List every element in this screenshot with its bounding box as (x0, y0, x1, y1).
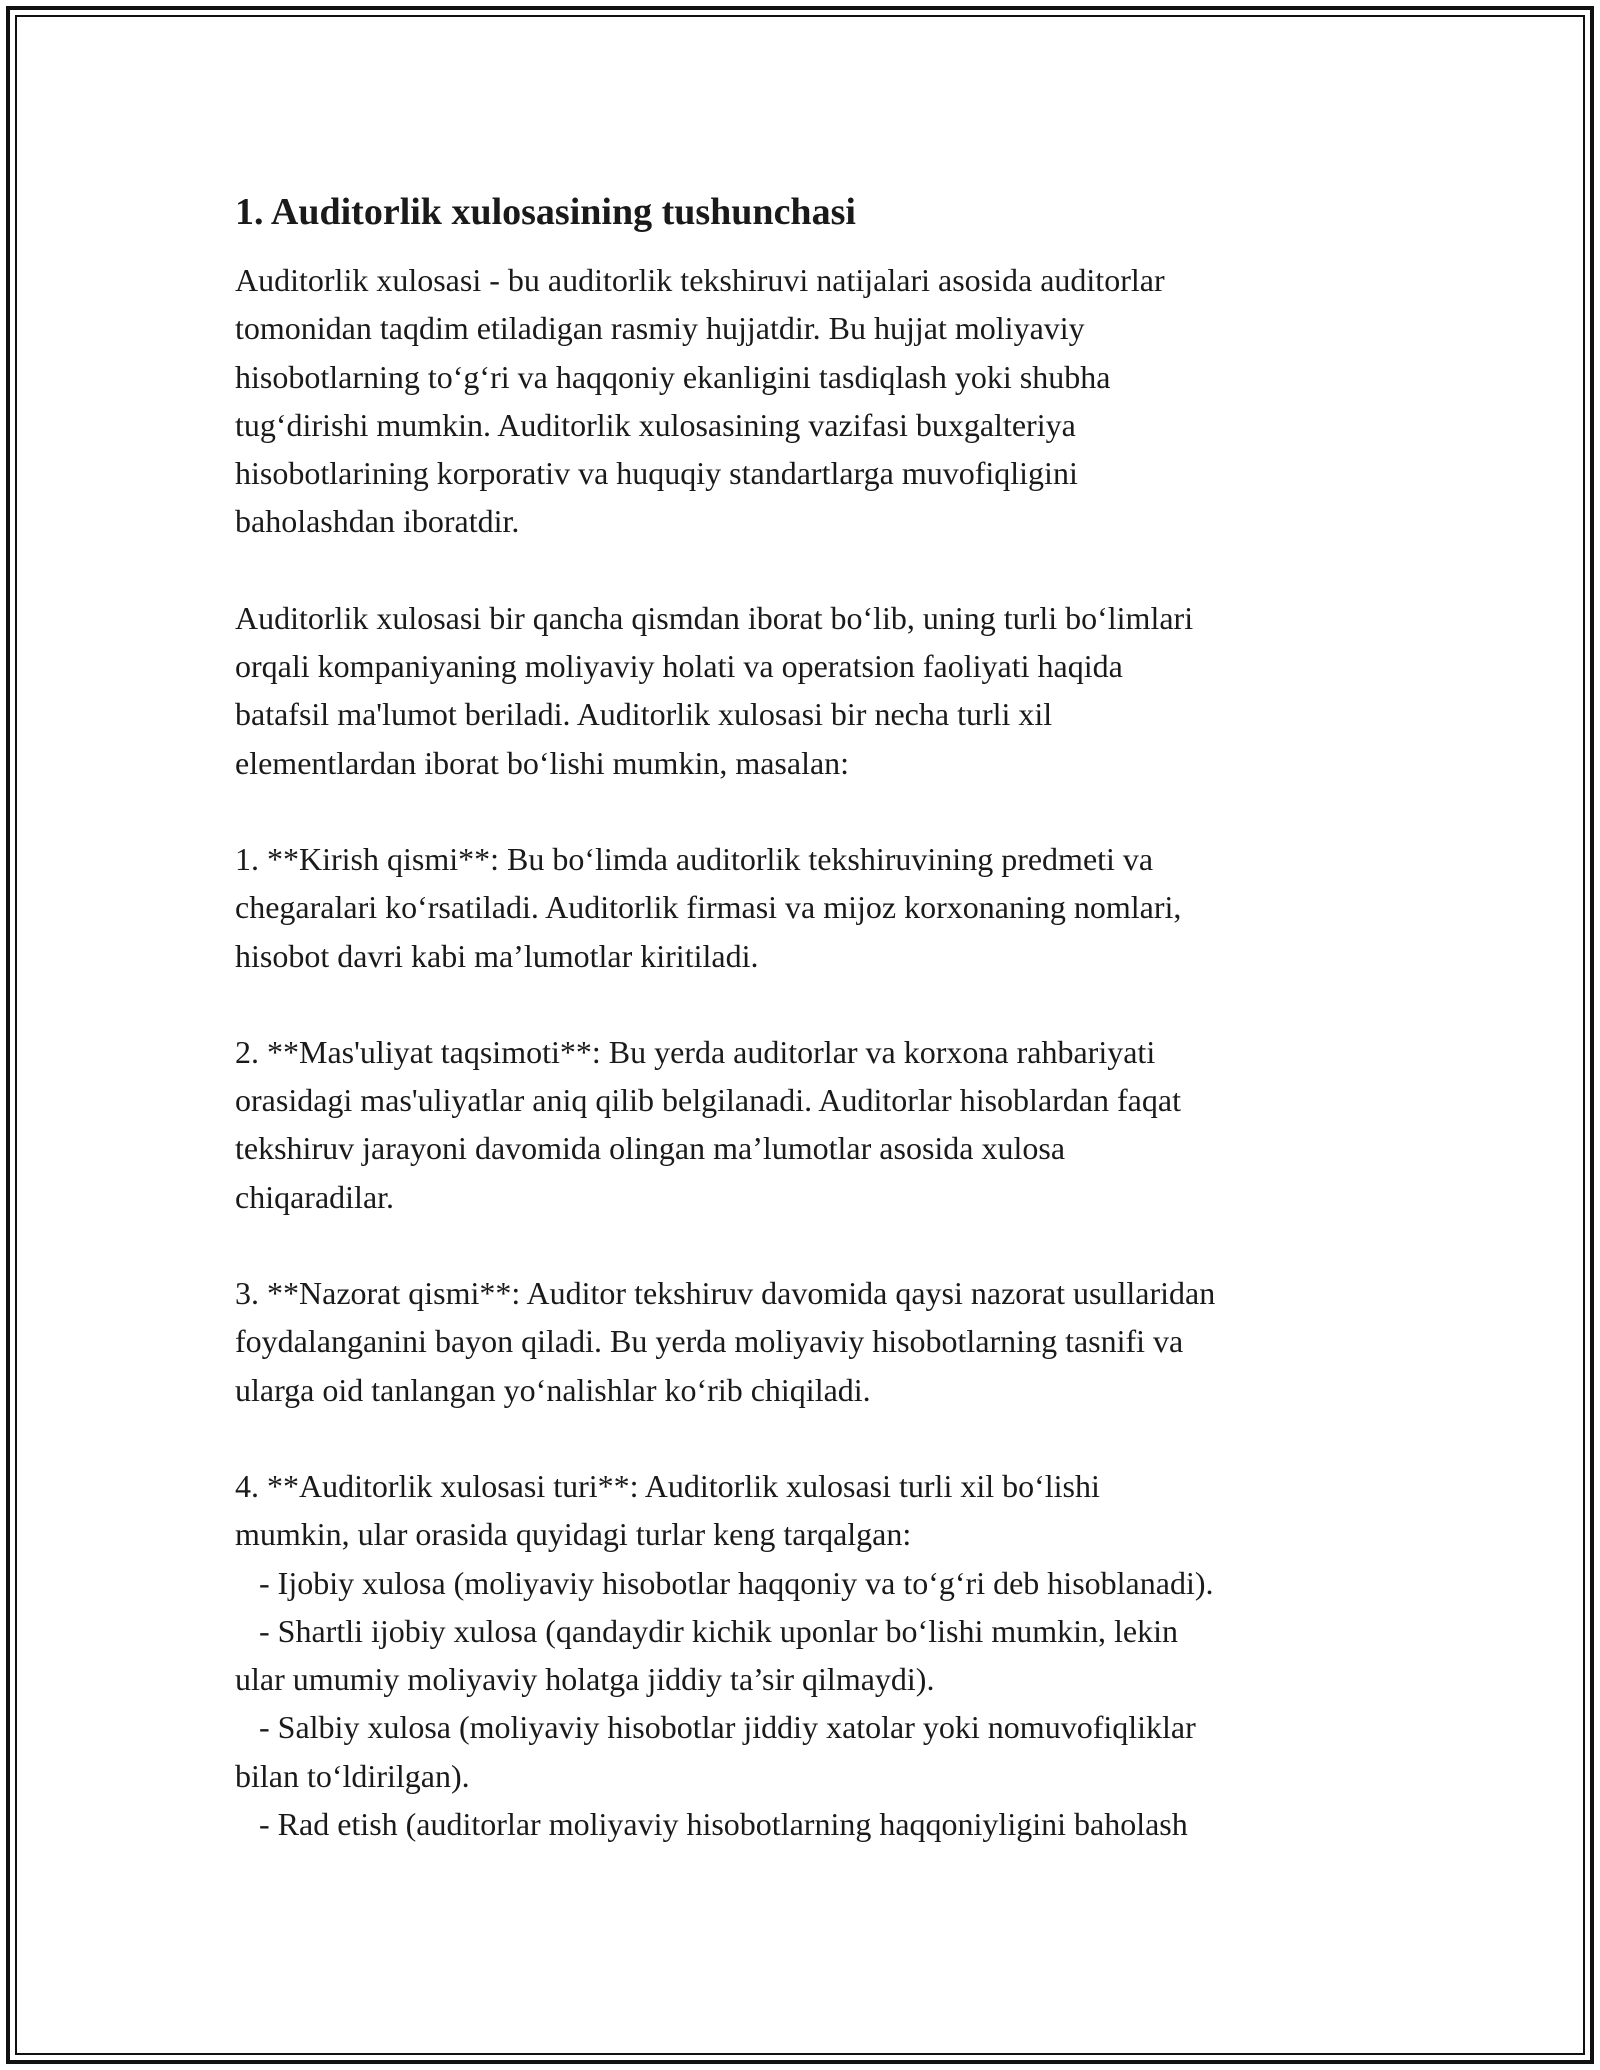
paragraph-list (235, 256, 1375, 1848)
text-line: 3. **Nazorat qismi**: Auditor tekshiruv davomida qaysi nazorat usullaridan (235, 1275, 1216, 1312)
text-line: orasidagi mas'uliyatlar aniq qilib belgilanadi. Auditorlar hisoblardan faqat (235, 1082, 1181, 1119)
document-body (235, 186, 1375, 1848)
text-line: baholashdan iboratdir. (235, 503, 520, 540)
paragraph (235, 1462, 1375, 1848)
text-line: batafsil ma'lumot beriladi. Auditorlik xulosasi bir necha turli xil (235, 696, 1053, 733)
text-line: Auditorlik xulosasi - bu auditorlik tekshiruvi natijalari asosida auditorlar (235, 262, 1165, 298)
text-line: tug‘dirishi mumkin. Auditorlik xulosasining vazifasi buxgalteriya (235, 406, 1076, 443)
text-line: Auditorlik xulosasi bir qancha qismdan iborat bo‘lib, uning turli bo‘limlari (235, 599, 1194, 636)
text-line: ularga oid tanlangan yo‘nalishlar ko‘rib chiqiladi. (235, 1371, 871, 1408)
text-line: hisobot davri kabi ma’lumotlar kiritiladi. (235, 937, 759, 974)
text-line: bilan to‘ldirilgan). (235, 1757, 470, 1794)
text-line: ular umumiy moliyaviy holatga jiddiy ta’sir qilmaydi). (235, 1661, 935, 1698)
section-title: 1. Auditorlik xulosasining tushunchasi (235, 191, 856, 233)
paragraph (235, 1269, 1375, 1414)
paragraph (235, 256, 1375, 546)
text-line: 4. **Auditorlik xulosasi turi**: Auditorlik xulosasi turli xil bo‘lishi (235, 1467, 1100, 1504)
text-line: chiqaradilar. (235, 1178, 395, 1215)
text-line: 1. **Kirish qismi**: Bu bo‘limda auditorlik tekshiruvining predmeti va (235, 840, 1154, 877)
text-line: - Rad etish (auditorlar moliyaviy hisobotlarning haqqoniyligini baholash (235, 1806, 1188, 1843)
text-line: hisobotlarning to‘g‘ri va haqqoniy ekanligini tasdiqlash yoki shubha (235, 358, 1111, 395)
text-line: chegaralari ko‘rsatiladi. Auditorlik firmasi va mijoz korxonaning nomlari, (235, 889, 1182, 926)
text-line: foydalanganini bayon qiladi. Bu yerda moliyaviy hisobotlarning tasnifi va (235, 1323, 1184, 1360)
text-line: mumkin, ular orasida quyidagi turlar keng tarqalgan: (235, 1516, 912, 1553)
paragraph (235, 835, 1375, 980)
text-line: - Shartli ijobiy xulosa (qandaydir kichik uponlar bo‘lishi mumkin, lekin (235, 1612, 1178, 1649)
text-line: tekshiruv jarayoni davomida olingan ma’lumotlar asosida xulosa (235, 1130, 1066, 1167)
paragraph (235, 594, 1375, 787)
text-line: - Ijobiy xulosa (moliyaviy hisobotlar haqqoniy va to‘g‘ri deb hisoblanadi). (235, 1564, 1214, 1601)
text-line: - Salbiy xulosa (moliyaviy hisobotlar jiddiy xatolar yoki nomuvofiqliklar (235, 1709, 1196, 1746)
text-line: hisobotlarining korporativ va huquqiy standartlarga muvofiqligini (235, 455, 1078, 492)
text-line: elementlardan iborat bo‘lishi mumkin, masalan: (235, 744, 850, 781)
text-line: tomonidan taqdim etiladigan rasmiy hujjatdir. Bu hujjat moliyaviy (235, 310, 1085, 347)
paragraph (235, 1028, 1375, 1221)
text-line: 2. **Mas'uliyat taqsimoti**: Bu yerda auditorlar va korxona rahbariyati (235, 1033, 1156, 1070)
text-line: orqali kompaniyaning moliyaviy holati va operatsion faoliyati haqida (235, 648, 1123, 685)
